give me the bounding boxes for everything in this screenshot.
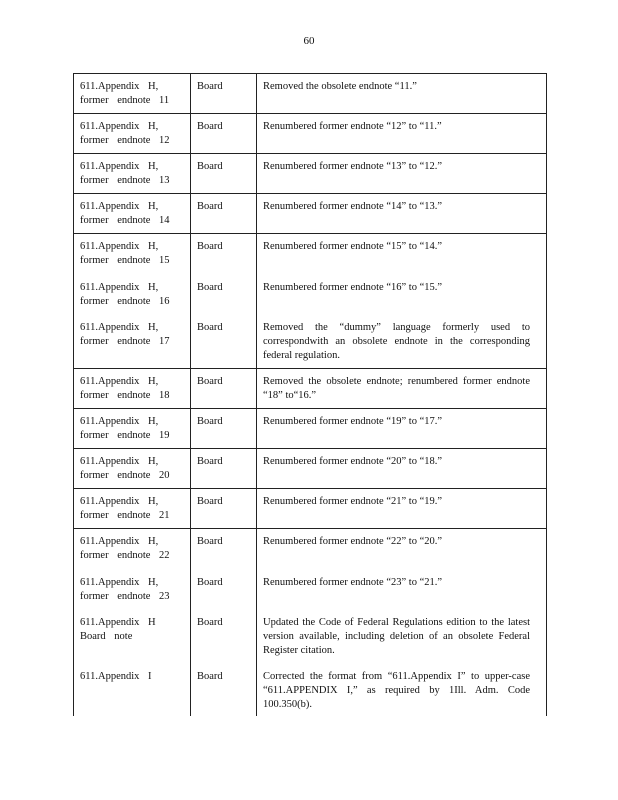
- table-row: [74, 570, 547, 610]
- action-cell-text: Corrected the format from “611.Appendix I” to upper-case “611.APPENDIX I,” as required by 1Ill. Adm. Code 100.350(b).: [263, 670, 530, 710]
- source-cell: [191, 74, 257, 114]
- action-cell-text: Renumbered former endnote “21” to “19.”: [263, 496, 443, 507]
- source-cell: [191, 114, 257, 154]
- table-row: [74, 275, 547, 315]
- action-cell: [257, 610, 547, 664]
- table-row: [74, 234, 547, 275]
- section-cell: [74, 570, 191, 610]
- action-cell: [257, 275, 547, 315]
- source-cell-text: Board: [197, 416, 223, 427]
- source-cell-text: Board: [197, 241, 223, 252]
- section-cell: [74, 234, 191, 275]
- action-cell: [257, 315, 547, 369]
- action-cell-text: Renumbered former endnote “15” to “14.”: [263, 241, 443, 252]
- action-cell-text: Renumbered former endnote “12” to “11.”: [263, 121, 442, 132]
- source-cell: [191, 529, 257, 570]
- source-cell-text: Board: [197, 496, 223, 507]
- table-row: [74, 369, 547, 409]
- source-cell-text: Board: [197, 81, 223, 92]
- source-cell: [191, 154, 257, 194]
- section-cell: [74, 489, 191, 529]
- action-cell-text: Renumbered former endnote “14” to “13.”: [263, 201, 443, 212]
- source-cell: [191, 194, 257, 234]
- section-cell-text: 611.Appendix H Board note: [80, 616, 156, 642]
- action-cell-text: Renumbered former endnote “23” to “21.”: [263, 576, 443, 588]
- action-cell: [257, 194, 547, 234]
- section-cell: [74, 449, 191, 489]
- table-row: [74, 664, 547, 716]
- source-cell: [191, 409, 257, 449]
- table-row: [74, 114, 547, 154]
- action-cell: [257, 114, 547, 154]
- action-cell-text: Updated the Code of Federal Regulations edition to the latest version available, including deletion of an obsolete Federal Register citation.: [263, 616, 530, 656]
- source-cell: [191, 610, 257, 664]
- source-cell: [191, 570, 257, 610]
- action-cell: [257, 409, 547, 449]
- section-cell-text: 611.Appendix H, former endnote 20: [80, 456, 170, 481]
- section-cell: [74, 194, 191, 234]
- section-cell: [74, 369, 191, 409]
- action-cell-text: Renumbered former endnote “22” to “20.”: [263, 536, 443, 547]
- action-cell-text: Renumbered former endnote “19” to “17.”: [263, 416, 443, 427]
- section-cell-text: 611.Appendix H, former endnote 12: [80, 121, 170, 146]
- action-cell: [257, 74, 547, 114]
- section-cell-text: 611.Appendix H, former endnote 15: [80, 241, 170, 266]
- section-cell: [74, 409, 191, 449]
- section-cell-text: 611.Appendix H, former endnote 16: [80, 281, 170, 307]
- source-cell: [191, 664, 257, 716]
- action-cell-text: Renumbered former endnote “20” to “18.”: [263, 456, 443, 467]
- table-row: [74, 194, 547, 234]
- source-cell-text: Board: [197, 321, 223, 333]
- action-cell-text: Renumbered former endnote “13” to “12.”: [263, 161, 443, 172]
- table-row: [74, 489, 547, 529]
- action-cell-text: Renumbered former endnote “16” to “15.”: [263, 281, 443, 293]
- source-cell: [191, 489, 257, 529]
- section-cell-text: 611.Appendix H, former endnote 23: [80, 576, 170, 602]
- action-cell: [257, 489, 547, 529]
- section-cell-text: 611.Appendix H, former endnote 17: [80, 321, 170, 347]
- section-cell: [74, 664, 191, 716]
- source-cell: [191, 234, 257, 275]
- source-cell-text: Board: [197, 161, 223, 172]
- table-row: [74, 449, 547, 489]
- table-row: [74, 610, 547, 664]
- action-cell-text: Removed the obsolete endnote “11.”: [263, 81, 417, 92]
- section-cell-text: 611.Appendix H, former endnote 11: [80, 81, 170, 106]
- source-cell: [191, 275, 257, 315]
- action-cell: [257, 154, 547, 194]
- source-cell-text: Board: [197, 456, 223, 467]
- amendments-table: [73, 73, 547, 716]
- table-row: [74, 409, 547, 449]
- section-cell: [74, 315, 191, 369]
- section-cell: [74, 74, 191, 114]
- source-cell-text: Board: [197, 281, 223, 293]
- table-row: [74, 315, 547, 369]
- section-cell: [74, 529, 191, 570]
- action-cell-text: Removed the “dummy” language formerly used to correspondwith an obsolete endnote in the corresponding federal regulation.: [263, 321, 530, 361]
- section-cell-text: 611.Appendix H, former endnote 19: [80, 416, 170, 441]
- source-cell: [191, 315, 257, 369]
- page-number: 60: [303, 35, 315, 47]
- action-cell: [257, 369, 547, 409]
- section-cell: [74, 154, 191, 194]
- table-row: [74, 529, 547, 570]
- section-cell: [74, 610, 191, 664]
- action-cell: [257, 529, 547, 570]
- action-cell: [257, 664, 547, 716]
- action-cell: [257, 234, 547, 275]
- section-cell-text: 611.Appendix H, former endnote 21: [80, 496, 170, 521]
- source-cell-text: Board: [197, 670, 223, 682]
- source-cell-text: Board: [197, 201, 223, 212]
- source-cell: [191, 369, 257, 409]
- source-cell-text: Board: [197, 576, 223, 588]
- action-cell-text: Removed the obsolete endnote; renumbered former endnote “18” to“16.”: [263, 376, 530, 401]
- source-cell-text: Board: [197, 536, 223, 547]
- section-cell: [74, 275, 191, 315]
- action-cell: [257, 570, 547, 610]
- section-cell-text: 611.Appendix H, former endnote 13: [80, 161, 170, 186]
- section-cell-text: 611.Appendix H, former endnote 18: [80, 376, 170, 401]
- source-cell-text: Board: [197, 121, 223, 132]
- amendments-table-body: [74, 74, 547, 716]
- section-cell-text: 611.Appendix H, former endnote 14: [80, 201, 170, 226]
- source-cell-text: Board: [197, 376, 223, 387]
- table-row: [74, 154, 547, 194]
- section-cell: [74, 114, 191, 154]
- source-cell-text: Board: [197, 616, 223, 628]
- section-cell-text: 611.Appendix I: [80, 670, 152, 682]
- section-cell-text: 611.Appendix H, former endnote 22: [80, 536, 170, 561]
- action-cell: [257, 449, 547, 489]
- table-row: [74, 74, 547, 114]
- source-cell: [191, 449, 257, 489]
